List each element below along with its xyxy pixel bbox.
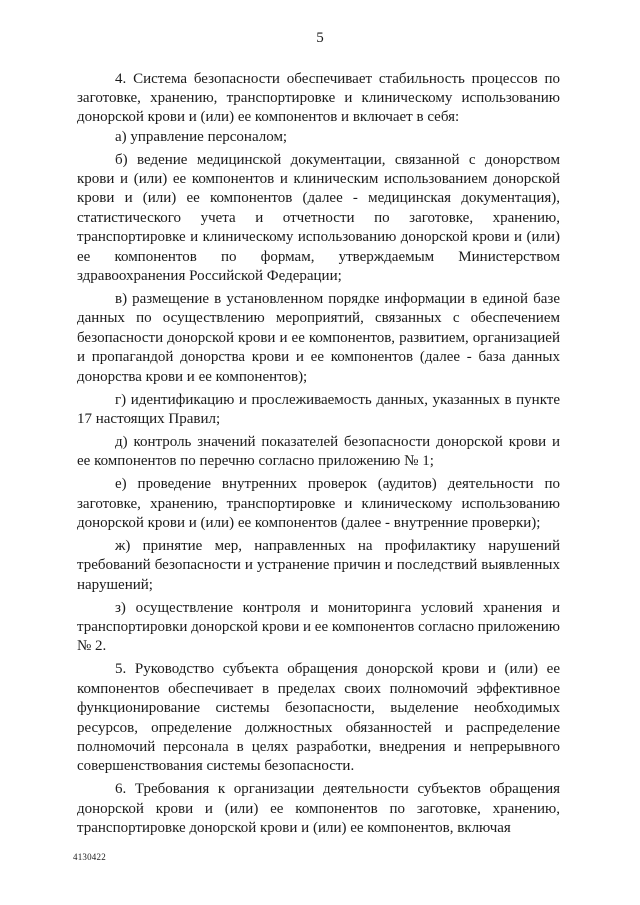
list-item-g: г) идентификацию и прослеживаемость данных, указанных в пункте 17 настоящих Правил; [77, 391, 560, 427]
list-item-b: б) ведение медицинской документации, связанной с донорством крови и (или) ее компонентов и клиническим использованием донорской крови и (или) ее компонентов (далее - медицинская документация), статистического учета и отчетности по заготовке, хранению, транспортировке и клиническому использованию донорской крови и (или) ее компонентов по формам, утверждаемым Министерством здравоохранения Российской Федерации; [77, 151, 560, 285]
list-item-a: а) управление персоналом; [115, 128, 288, 145]
list-item-v: в) размещение в установленном порядке информации в единой базе данных по осуществлению мероприятий, связанных с обеспечением безопасности донорской крови и ее компонентов, развитием, организацией и пропагандой донорства крови и ее компонентов (далее - база данных донорства крови и ее компонентов); [77, 290, 560, 385]
list-item-e: е) проведение внутренних проверок (аудитов) деятельности по заготовке, хранению, транспортировке и клиническому использованию донорской крови и (или) ее компонентов (далее - внутренние проверки); [77, 476, 560, 531]
list-item-d: д) контроль значений показателей безопасности донорской крови и ее компонентов по перечню согласно приложению № 1; [77, 433, 560, 470]
paragraph-5: 5. Руководство субъекта обращения донорской крови и (или) ее компонентов обеспечивает в пределах своих полномочий эффективное функционирование системы безопасности, выделение необходимых ресурсов, определение должностных обязанностей и распределение полномочий персонала в целях разработки, внедрения и непрерывного совершенствования системы безопасности. [77, 661, 560, 775]
paragraph-4: 4. Система безопасности обеспечивает стабильность процессов по заготовке, хранению, транспортировке и клиническому использованию донорской крови и (или) ее компонентов и включает в себя: [77, 70, 560, 126]
list-item-z: з) осуществление контроля и мониторинга условий хранения и транспортировки донорской крови и ее компонентов согласно приложению № 2. [77, 599, 560, 655]
document-code: 4130422 [73, 852, 106, 862]
list-item-zh: ж) принятие мер, направленных на профилактику нарушений требований безопасности и устранение причин и последствий выявленных нарушений; [77, 537, 560, 593]
page-number: 5 [316, 30, 324, 46]
document-body [77, 66, 560, 838]
paragraph-6: 6. Требования к организации деятельности субъектов обращения донорской крови и (или) ее компонентов по заготовке, хранению, транспортировке донорской крови и (или) ее компонентов, включая [77, 781, 560, 837]
